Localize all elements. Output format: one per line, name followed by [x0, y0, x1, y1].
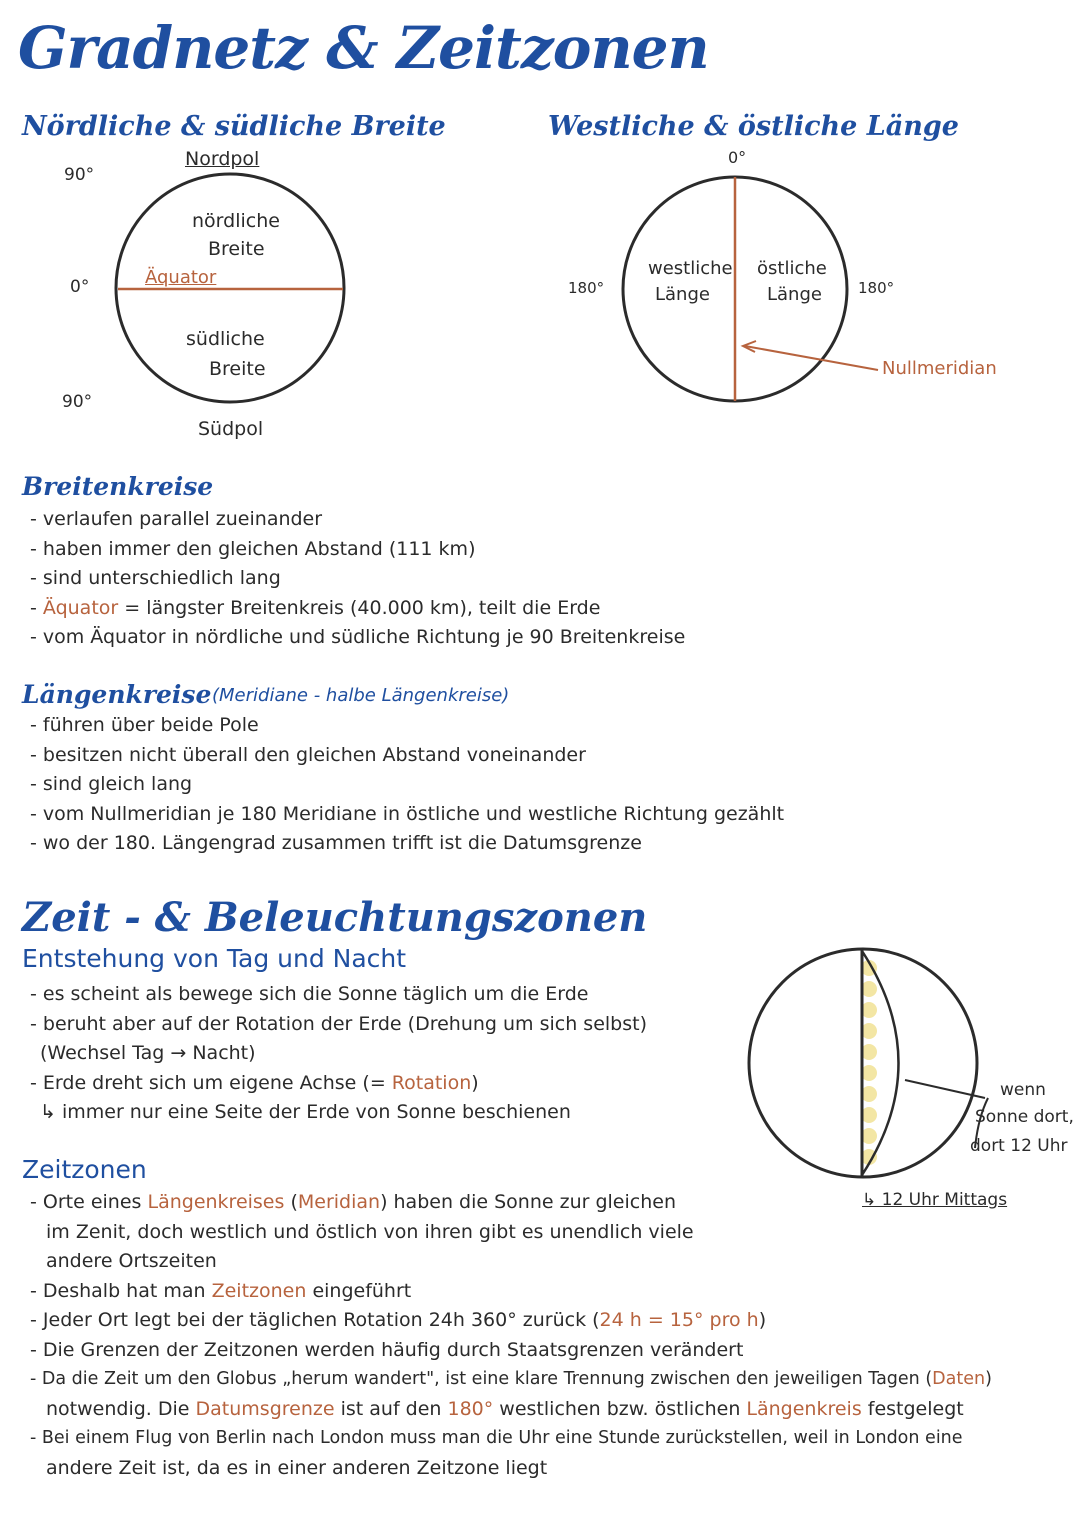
list-item: - Erde dreht sich um eigene Achse (= Rotation)	[30, 1071, 479, 1094]
globe-note-line1: wenn	[1000, 1080, 1046, 1100]
laenge-heading: Westliche & östliche Länge	[548, 111, 959, 142]
list-item: notwendig. Die Datumsgrenze ist auf den 180° westlichen bzw. östlichen Längenkreis festgelegt	[46, 1397, 964, 1420]
deg-180-right: 180°	[858, 279, 895, 297]
list-item: andere Zeit ist, da es in einer anderen Zeitzone liegt	[46, 1456, 548, 1479]
westliche-laenge-label-2: Länge	[655, 284, 710, 305]
nordpol-label: Nordpol	[185, 148, 260, 170]
list-item: - verlaufen parallel zueinander	[30, 508, 323, 530]
noerdliche-breite-label-2: Breite	[208, 238, 265, 260]
suedliche-breite-label-2: Breite	[209, 358, 266, 380]
breitenkreise-list	[30, 505, 685, 653]
highlight-aequator: Äquator	[42, 596, 119, 619]
nullmeridian-label: Nullmeridian	[882, 358, 997, 379]
zeitzonen-heading: Zeitzonen	[22, 1155, 147, 1184]
list-item: - beruht aber auf der Rotation der Erde (Drehung um sich selbst)	[30, 1012, 647, 1035]
list-item: - sind gleich lang	[30, 773, 193, 795]
list-item: - Die Grenzen der Zeitzonen werden häufig durch Staatsgrenzen verändert	[30, 1338, 744, 1361]
list-item: - haben immer den gleichen Abstand (111 km)	[30, 537, 476, 560]
list-item: - besitzen nicht überall den gleichen Abstand voneinander	[30, 743, 586, 766]
list-item: - vom Äquator in nördliche und südliche Richtung je 90 Breitenkreise	[30, 626, 686, 648]
list-item: - es scheint als bewege sich die Sonne täglich um die Erde	[30, 983, 589, 1005]
list-item: - Bei einem Flug von Berlin nach London muss man die Uhr eine Stunde zurückstellen, weil in London eine	[30, 1428, 963, 1448]
suedliche-breite-label-1: südliche	[186, 328, 265, 350]
highlight-rotation: Rotation	[391, 1071, 472, 1094]
list-item: - wo der 180. Längengrad zusammen trifft ist die Datumsgrenze	[30, 832, 642, 854]
westliche-laenge-label-1: westliche	[648, 258, 733, 279]
oestliche-laenge-label-1: östliche	[757, 258, 827, 279]
list-item: (Wechsel Tag → Nacht)	[40, 1042, 256, 1064]
aequator-label: Äquator	[145, 267, 217, 288]
list-item: ↳ immer nur eine Seite der Erde von Sonne beschienen	[40, 1101, 571, 1123]
breitenkreise-heading: Breitenkreise	[22, 472, 214, 501]
laengenkreise-list	[30, 711, 784, 859]
list-item: im Zenit, doch westlich und östlich von ihren gibt es unendlich viele	[46, 1220, 694, 1243]
deg-0-top: 0°	[728, 148, 747, 167]
deg-90-bottom: 90°	[62, 392, 93, 412]
zeit-title: Zeit - & Beleuchtungszonen	[22, 894, 648, 941]
nullmeridian-arrow-line	[745, 346, 878, 370]
oestliche-laenge-label-2: Länge	[767, 284, 822, 305]
mittags-label: ↳ 12 Uhr Mittags	[862, 1190, 1008, 1210]
tag-nacht-list	[30, 980, 647, 1128]
list-item: - Deshalb hat man Zeitzonen eingeführt	[30, 1279, 412, 1302]
list-item: - vom Nullmeridian je 180 Meridiane in östliche und westliche Richtung gezählt	[30, 802, 785, 825]
zeitzonen-list	[30, 1188, 992, 1483]
list-item: - Jeder Ort legt bei der täglichen Rotation 24h 360° zurück (24 h = 15° pro h)	[30, 1309, 767, 1331]
laengenkreise-heading: Längenkreise	[22, 680, 212, 709]
list-item: - führen über beide Pole	[30, 714, 259, 736]
deg-90-top: 90°	[64, 165, 95, 185]
deg-0-left: 0°	[70, 277, 90, 297]
deg-180-left: 180°	[568, 279, 605, 297]
list-item: - sind unterschiedlich lang	[30, 567, 281, 589]
meridiane-note: (Meridiane - halbe Längenkreise)	[212, 685, 510, 706]
globe-note-line2: Sonne dort,	[975, 1107, 1074, 1127]
page-title: Gradnetz & Zeitzonen	[18, 14, 709, 82]
tag-nacht-heading: Entstehung von Tag und Nacht	[22, 944, 407, 973]
list-item: andere Ortszeiten	[46, 1250, 217, 1272]
noerdliche-breite-label-1: nördliche	[192, 210, 280, 232]
suedpol-label: Südpol	[198, 418, 264, 440]
list-item: - Orte eines Längenkreises (Meridian) haben die Sonne zur gleichen	[30, 1191, 676, 1213]
breite-heading: Nördliche & südliche Breite	[22, 111, 446, 142]
globe-note-line3: dort 12 Uhr	[970, 1136, 1068, 1156]
list-item: - Äquator = längster Breitenkreis (40.000 km), teilt die Erde	[30, 596, 601, 619]
list-item: - Da die Zeit um den Globus „herum wandert", ist eine klare Trennung zwischen den jeweiligen Tagen (Daten)	[30, 1369, 992, 1389]
